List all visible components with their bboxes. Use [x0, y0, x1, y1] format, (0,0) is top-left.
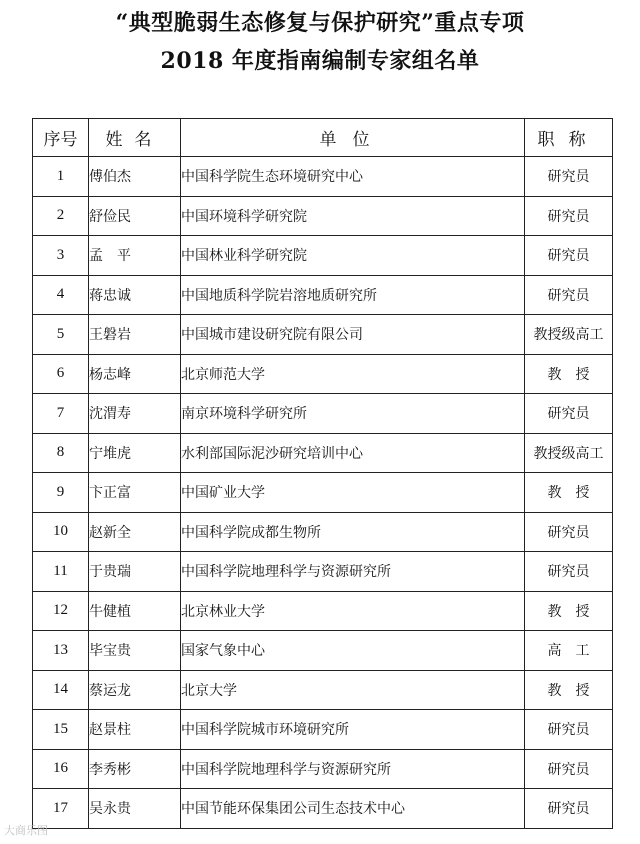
table-row — [33, 473, 613, 513]
row-name-cell: 孟 平 — [89, 236, 181, 276]
table-body — [33, 157, 613, 829]
row-title-cell: 教授级高工 — [525, 433, 613, 473]
row-index-cell: 3 — [33, 236, 89, 276]
row-index-cell: 4 — [33, 275, 89, 315]
row-title-cell: 教 授 — [525, 473, 613, 513]
table-row — [33, 236, 613, 276]
table-header-row — [33, 119, 613, 157]
row-name-cell: 卞正富 — [89, 473, 181, 513]
row-name-cell: 牛健植 — [89, 591, 181, 631]
row-index-cell: 13 — [33, 631, 89, 671]
row-unit-cell: 南京环境科学研究所 — [181, 394, 525, 434]
row-index-cell: 16 — [33, 749, 89, 789]
row-index-cell: 14 — [33, 670, 89, 710]
row-index-cell: 2 — [33, 196, 89, 236]
table-row — [33, 552, 613, 592]
row-title-cell: 研究员 — [525, 157, 613, 197]
table-row — [33, 631, 613, 671]
expert-roster-table — [32, 118, 613, 829]
row-title-cell: 教 授 — [525, 354, 613, 394]
row-unit-cell: 中国科学院成都生物所 — [181, 512, 525, 552]
table-row — [33, 670, 613, 710]
row-unit-cell: 中国科学院地理科学与资源研究所 — [181, 749, 525, 789]
row-unit-cell: 中国科学院生态环境研究中心 — [181, 157, 525, 197]
row-title-cell: 研究员 — [525, 236, 613, 276]
row-unit-cell: 中国科学院城市环境研究所 — [181, 710, 525, 750]
row-unit-cell: 中国矿业大学 — [181, 473, 525, 513]
table-row — [33, 157, 613, 197]
row-title-cell: 研究员 — [525, 710, 613, 750]
row-index-cell: 6 — [33, 354, 89, 394]
row-unit-cell: 中国林业科学研究院 — [181, 236, 525, 276]
row-index-cell: 7 — [33, 394, 89, 434]
row-unit-cell: 中国节能环保集团公司生态技术中心 — [181, 789, 525, 829]
row-unit-cell: 水利部国际泥沙研究培训中心 — [181, 433, 525, 473]
row-title-cell: 研究员 — [525, 196, 613, 236]
header-name: 姓名 — [89, 119, 181, 157]
table-row — [33, 512, 613, 552]
row-title-cell: 教授级高工 — [525, 315, 613, 355]
row-name-cell: 宁堆虎 — [89, 433, 181, 473]
row-unit-cell: 国家气象中心 — [181, 631, 525, 671]
row-name-cell: 蔡运龙 — [89, 670, 181, 710]
row-index-cell: 11 — [33, 552, 89, 592]
row-title-cell: 研究员 — [525, 275, 613, 315]
row-name-cell: 沈渭寿 — [89, 394, 181, 434]
row-name-cell: 傅伯杰 — [89, 157, 181, 197]
row-index-cell: 9 — [33, 473, 89, 513]
document-title-line-2: 2018 年度指南编制专家组名单 — [160, 48, 480, 74]
table-row — [33, 433, 613, 473]
row-title-cell: 研究员 — [525, 552, 613, 592]
row-index-cell: 5 — [33, 315, 89, 355]
row-title-cell: 研究员 — [525, 512, 613, 552]
watermark-text: 大商乐图 — [4, 824, 48, 837]
header-title: 职称 — [525, 119, 613, 157]
table-row — [33, 710, 613, 750]
row-unit-cell: 北京林业大学 — [181, 591, 525, 631]
row-title-cell: 研究员 — [525, 789, 613, 829]
row-index-cell: 12 — [33, 591, 89, 631]
table-row — [33, 196, 613, 236]
header-unit: 单位 — [181, 119, 525, 157]
row-index-cell: 17 — [33, 789, 89, 829]
row-name-cell: 赵景柱 — [89, 710, 181, 750]
row-name-cell: 毕宝贵 — [89, 631, 181, 671]
row-name-cell: 于贵瑞 — [89, 552, 181, 592]
row-name-cell: 杨志峰 — [89, 354, 181, 394]
row-name-cell: 赵新全 — [89, 512, 181, 552]
header-index: 序号 — [33, 119, 89, 157]
table-row — [33, 749, 613, 789]
row-name-cell: 舒俭民 — [89, 196, 181, 236]
row-unit-cell: 中国环境科学研究院 — [181, 196, 525, 236]
row-unit-cell: 北京师范大学 — [181, 354, 525, 394]
row-title-cell: 研究员 — [525, 394, 613, 434]
row-unit-cell: 中国地质科学院岩溶地质研究所 — [181, 275, 525, 315]
row-unit-cell: 中国科学院地理科学与资源研究所 — [181, 552, 525, 592]
row-index-cell: 15 — [33, 710, 89, 750]
row-index-cell: 10 — [33, 512, 89, 552]
table-row — [33, 789, 613, 829]
document-title-line-1: “典型脆弱生态修复与保护研究”重点专项 — [115, 10, 525, 36]
row-name-cell: 王磐岩 — [89, 315, 181, 355]
table-row — [33, 315, 613, 355]
table-row — [33, 394, 613, 434]
row-name-cell: 蒋忠诚 — [89, 275, 181, 315]
row-title-cell: 研究员 — [525, 749, 613, 789]
row-title-cell: 教 授 — [525, 670, 613, 710]
row-unit-cell: 北京大学 — [181, 670, 525, 710]
table-row — [33, 275, 613, 315]
table-row — [33, 354, 613, 394]
row-index-cell: 1 — [33, 157, 89, 197]
row-index-cell: 8 — [33, 433, 89, 473]
row-unit-cell: 中国城市建设研究院有限公司 — [181, 315, 525, 355]
table-row — [33, 591, 613, 631]
row-name-cell: 吴永贵 — [89, 789, 181, 829]
row-title-cell: 高 工 — [525, 631, 613, 671]
row-name-cell: 李秀彬 — [89, 749, 181, 789]
row-title-cell: 教 授 — [525, 591, 613, 631]
